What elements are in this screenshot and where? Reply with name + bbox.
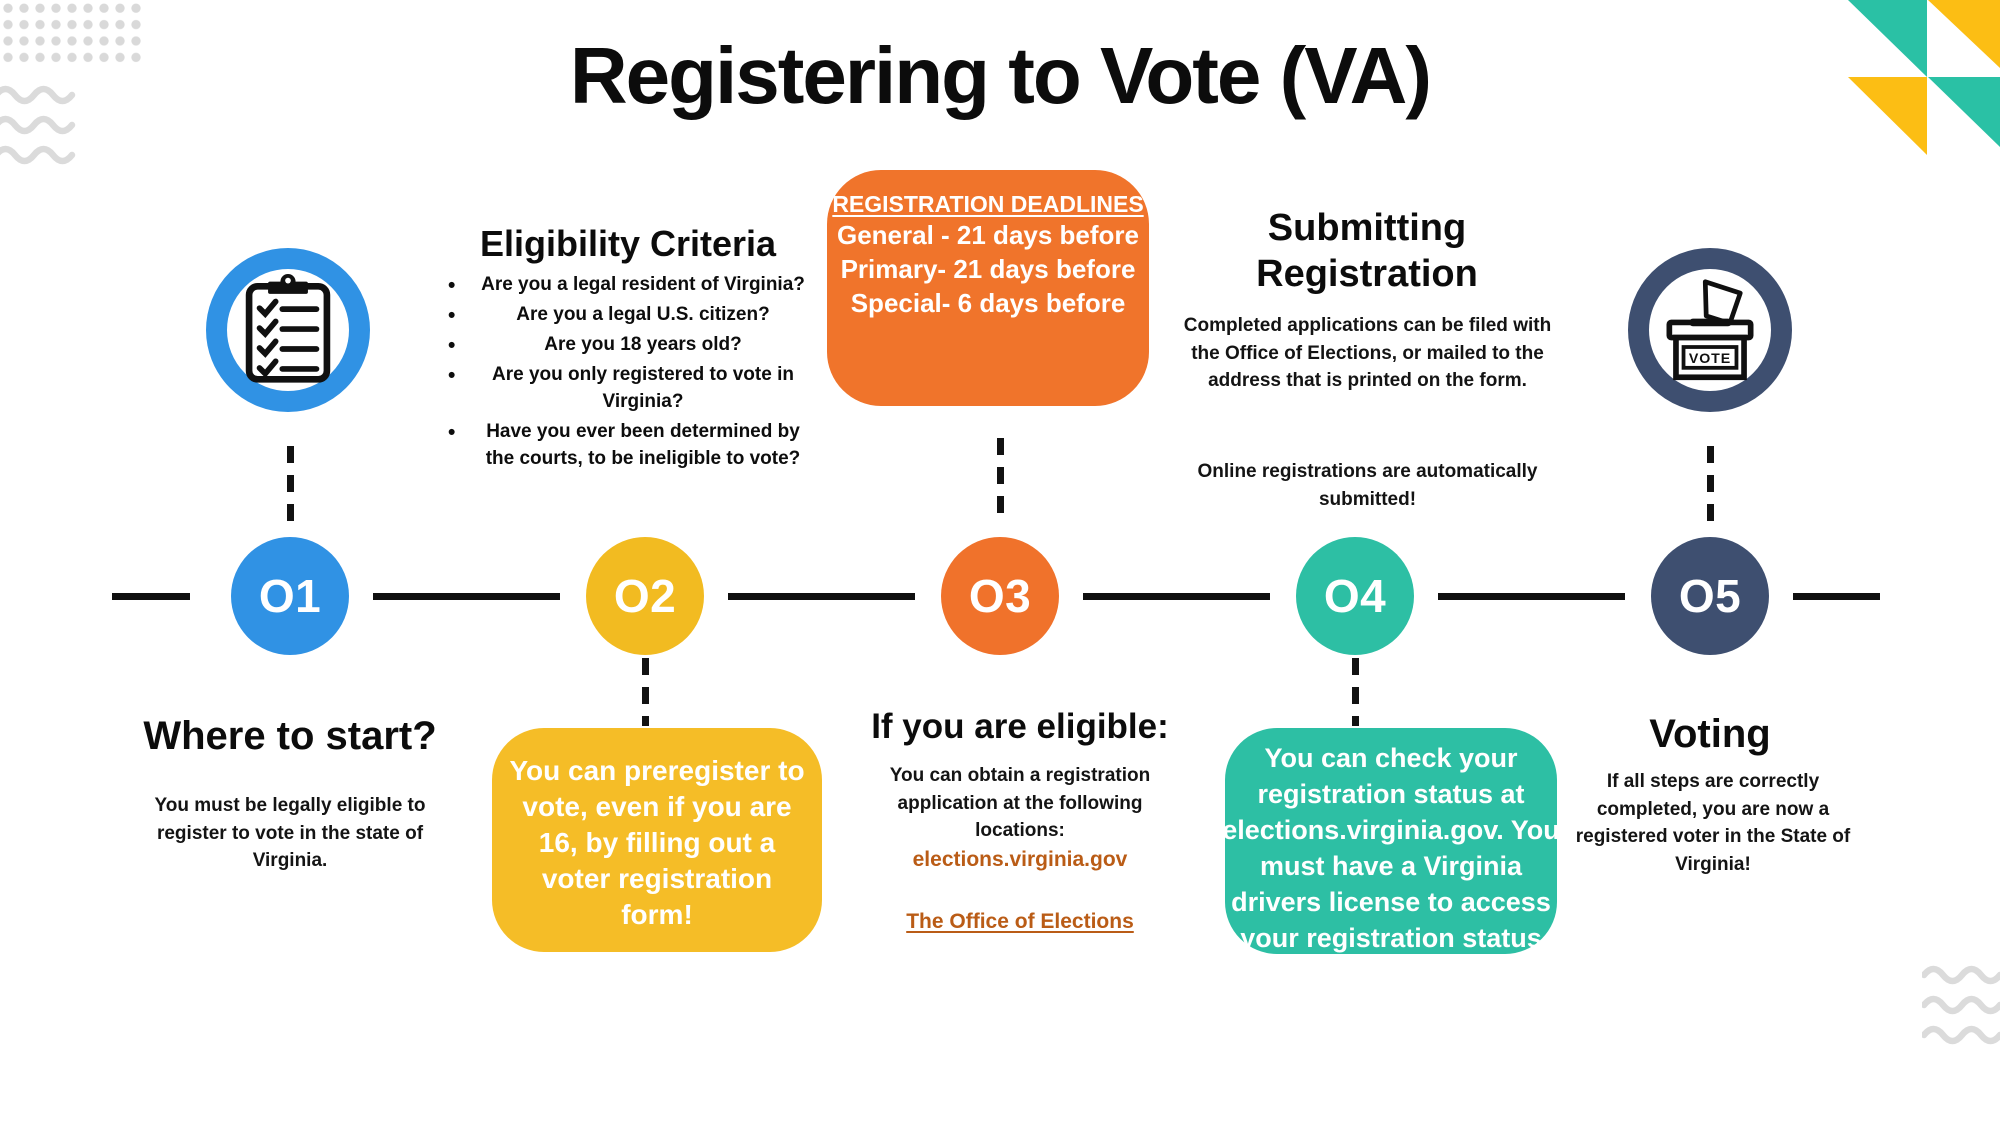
step-number: O4 [1323, 570, 1387, 622]
step-circle-3 [941, 537, 1059, 655]
eligibility-item: • Are you a legal resident of Virginia? [440, 272, 820, 299]
step-number: O3 [968, 570, 1032, 622]
dashed-connector [642, 658, 649, 726]
dashed-connector [997, 438, 1004, 516]
timeline-segment [1083, 593, 1270, 600]
registration-deadlines-box [827, 170, 1149, 406]
if-eligible-body: You can obtain a registration application at the following locations: [889, 765, 1151, 842]
registration-deadlines-heading: REGISTRATION DEADLINES [832, 191, 1144, 217]
ballot-box-icon [1628, 248, 1792, 412]
deadline-line: Special- 6 days before [850, 288, 1126, 318]
check-status-text: You can check your registration status at elections.virginia.gov. You must have a Virginia drivers license to access your registration status [1222, 743, 1560, 953]
dashed-connector [1352, 658, 1359, 726]
eligibility-criteria-heading: Eligibility Criteria [479, 223, 777, 264]
step-number: O5 [1678, 570, 1742, 622]
dashed-connector [287, 446, 294, 522]
page-title: Registering to Vote (VA) [569, 31, 1431, 120]
eligibility-item: • Are you 18 years old? [440, 332, 820, 359]
step-circle-4 [1296, 537, 1414, 655]
step-number: O1 [258, 570, 322, 622]
wavy-lines-icon [1922, 962, 2000, 1054]
voting-body: If all steps are correctly completed, you are now a registered voter in the State of Virginia! [1575, 771, 1851, 875]
eligibility-item: • Have you ever been determined by the courts, to be ineligible to vote? [440, 419, 820, 473]
step-circle-5 [1651, 537, 1769, 655]
checklist-clipboard-icon [206, 248, 370, 412]
vote-label: VOTE [1688, 351, 1732, 368]
dashed-connector [1707, 446, 1714, 522]
where-to-start-body: You must be legally eligible to register to vote in the state of Virginia. [154, 795, 426, 872]
office-of-elections-link[interactable]: The Office of Elections [906, 910, 1134, 933]
step-circle-1 [231, 537, 349, 655]
elections-website-link[interactable]: elections.virginia.gov [912, 848, 1128, 871]
where-to-start-heading: Where to start? [143, 714, 437, 758]
step-number: O2 [613, 570, 677, 622]
voting-heading: Voting [1649, 712, 1771, 756]
submitting-registration-body: Completed applications can be filed with the Office of Elections, or mailed to the address that is printed on the form. [1183, 315, 1552, 392]
preregister-box: You can preregister to vote, even if you are 16, by filling out a voter registration form! [492, 728, 822, 952]
timeline-segment [1793, 593, 1880, 600]
online-registration-note: Online registrations are automatically submitted! [1197, 461, 1538, 510]
step-circle-2 [586, 537, 704, 655]
timeline-segment [373, 593, 560, 600]
deadline-line: Primary- 21 days before [840, 254, 1136, 284]
timeline-segment [728, 593, 915, 600]
eligibility-criteria-list [440, 272, 820, 476]
eligibility-item: • Are you only registered to vote in Virginia? [440, 362, 820, 416]
eligibility-item: • Are you a legal U.S. citizen? [440, 302, 820, 329]
timeline-segment [1438, 593, 1625, 600]
if-eligible-heading: If you are eligible: [871, 707, 1169, 746]
submitting-registration-heading: Submitting Registration [1256, 207, 1478, 295]
timeline-segment [112, 593, 190, 600]
deadline-line: General - 21 days before [836, 220, 1140, 250]
